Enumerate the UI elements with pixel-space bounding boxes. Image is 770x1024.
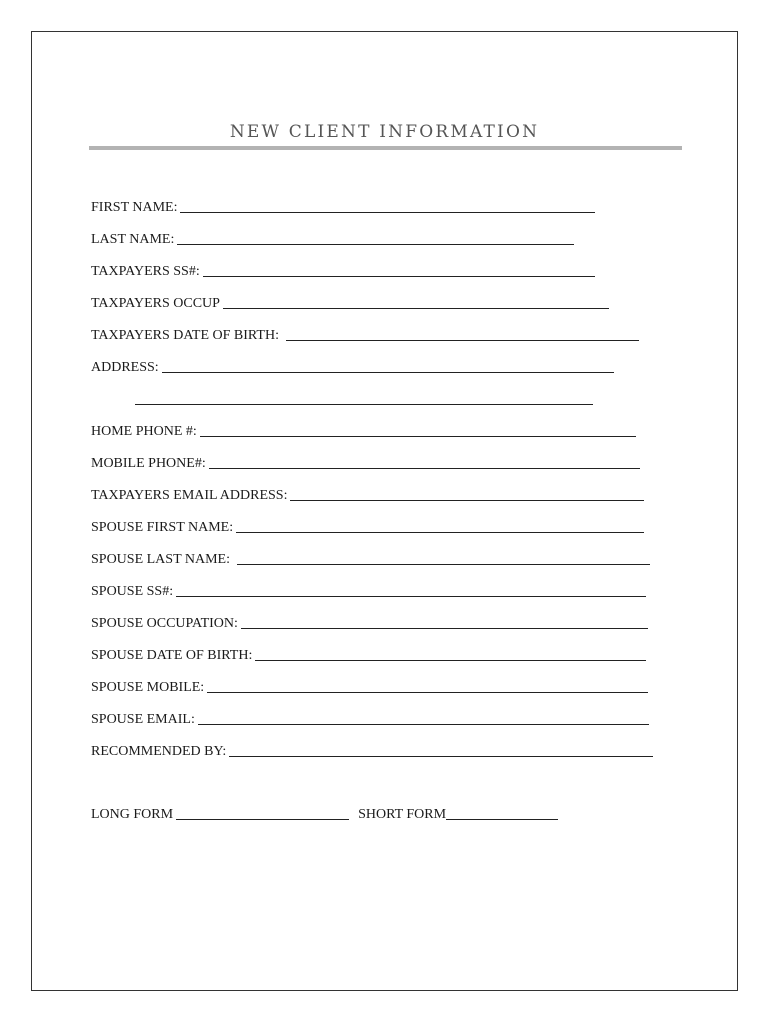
short-form-field[interactable]: [446, 805, 558, 820]
spouse-last-name-label: SPOUSE LAST NAME:: [91, 552, 230, 567]
taxpayer-occupation-row: [91, 292, 609, 312]
spouse-occupation-row: [91, 612, 648, 632]
first-name-field[interactable]: [180, 198, 595, 213]
spouse-last-name-field[interactable]: [237, 550, 650, 565]
recommended-by-label: RECOMMENDED BY:: [91, 744, 227, 759]
last-name-row: [91, 228, 574, 248]
spouse-first-name-field[interactable]: [236, 518, 644, 533]
taxpayer-email-row: [91, 484, 644, 504]
spouse-dob-field[interactable]: [255, 646, 646, 661]
last-name-field[interactable]: [177, 230, 574, 245]
last-name-label: LAST NAME:: [91, 232, 175, 247]
form-type-row: [91, 803, 558, 823]
spouse-mobile-field[interactable]: [207, 678, 648, 693]
form-title: NEW CLIENT INFORMATION: [229, 122, 540, 142]
form-page: [31, 31, 738, 991]
spouse-dob-row: [91, 644, 646, 664]
home-phone-field[interactable]: [200, 422, 636, 437]
taxpayer-dob-row: [91, 324, 639, 344]
spouse-first-name-row: [91, 516, 644, 536]
taxpayer-occupation-label: TAXPAYERS OCCUP: [91, 296, 220, 311]
taxpayer-dob-label: TAXPAYERS DATE OF BIRTH:: [91, 328, 279, 343]
mobile-phone-field[interactable]: [209, 454, 640, 469]
taxpayer-occupation-field[interactable]: [223, 294, 609, 309]
spouse-first-name-label: SPOUSE FIRST NAME:: [91, 520, 234, 535]
first-name-label: FIRST NAME:: [91, 200, 178, 215]
home-phone-row: [91, 420, 636, 440]
long-form-field[interactable]: [176, 805, 349, 820]
taxpayer-ssn-label: TAXPAYERS SS#:: [91, 264, 200, 279]
mobile-phone-row: [91, 452, 640, 472]
spouse-ssn-field[interactable]: [176, 582, 646, 597]
address-line-2-field[interactable]: [135, 390, 593, 405]
recommended-by-field[interactable]: [229, 742, 653, 757]
spouse-dob-label: SPOUSE DATE OF BIRTH:: [91, 648, 253, 663]
address-label: ADDRESS:: [91, 360, 159, 375]
spouse-occupation-label: SPOUSE OCCUPATION:: [91, 616, 238, 631]
home-phone-label: HOME PHONE #:: [91, 424, 197, 439]
spouse-email-row: [91, 708, 649, 728]
title-underline: [89, 146, 682, 150]
spouse-ssn-label: SPOUSE SS#:: [91, 584, 174, 599]
spouse-last-name-row: [91, 548, 650, 568]
address-field[interactable]: [162, 358, 614, 373]
mobile-phone-label: MOBILE PHONE#:: [91, 456, 206, 471]
taxpayer-email-field[interactable]: [290, 486, 644, 501]
address-row: [91, 356, 614, 376]
spouse-email-label: SPOUSE EMAIL:: [91, 712, 195, 727]
spouse-ssn-row: [91, 580, 646, 600]
taxpayer-ssn-field[interactable]: [203, 262, 595, 277]
recommended-by-row: [91, 740, 653, 760]
first-name-row: [91, 196, 595, 216]
spouse-occupation-field[interactable]: [241, 614, 648, 629]
spouse-email-field[interactable]: [198, 710, 649, 725]
long-form-label: LONG FORM: [91, 807, 174, 822]
spouse-mobile-label: SPOUSE MOBILE:: [91, 680, 205, 695]
address-line-2-row: [132, 388, 593, 408]
taxpayer-ssn-row: [91, 260, 595, 280]
taxpayer-dob-field[interactable]: [286, 326, 639, 341]
short-form-label: SHORT FORM: [358, 807, 447, 822]
spouse-mobile-row: [91, 676, 648, 696]
taxpayer-email-label: TAXPAYERS EMAIL ADDRESS:: [91, 488, 288, 503]
